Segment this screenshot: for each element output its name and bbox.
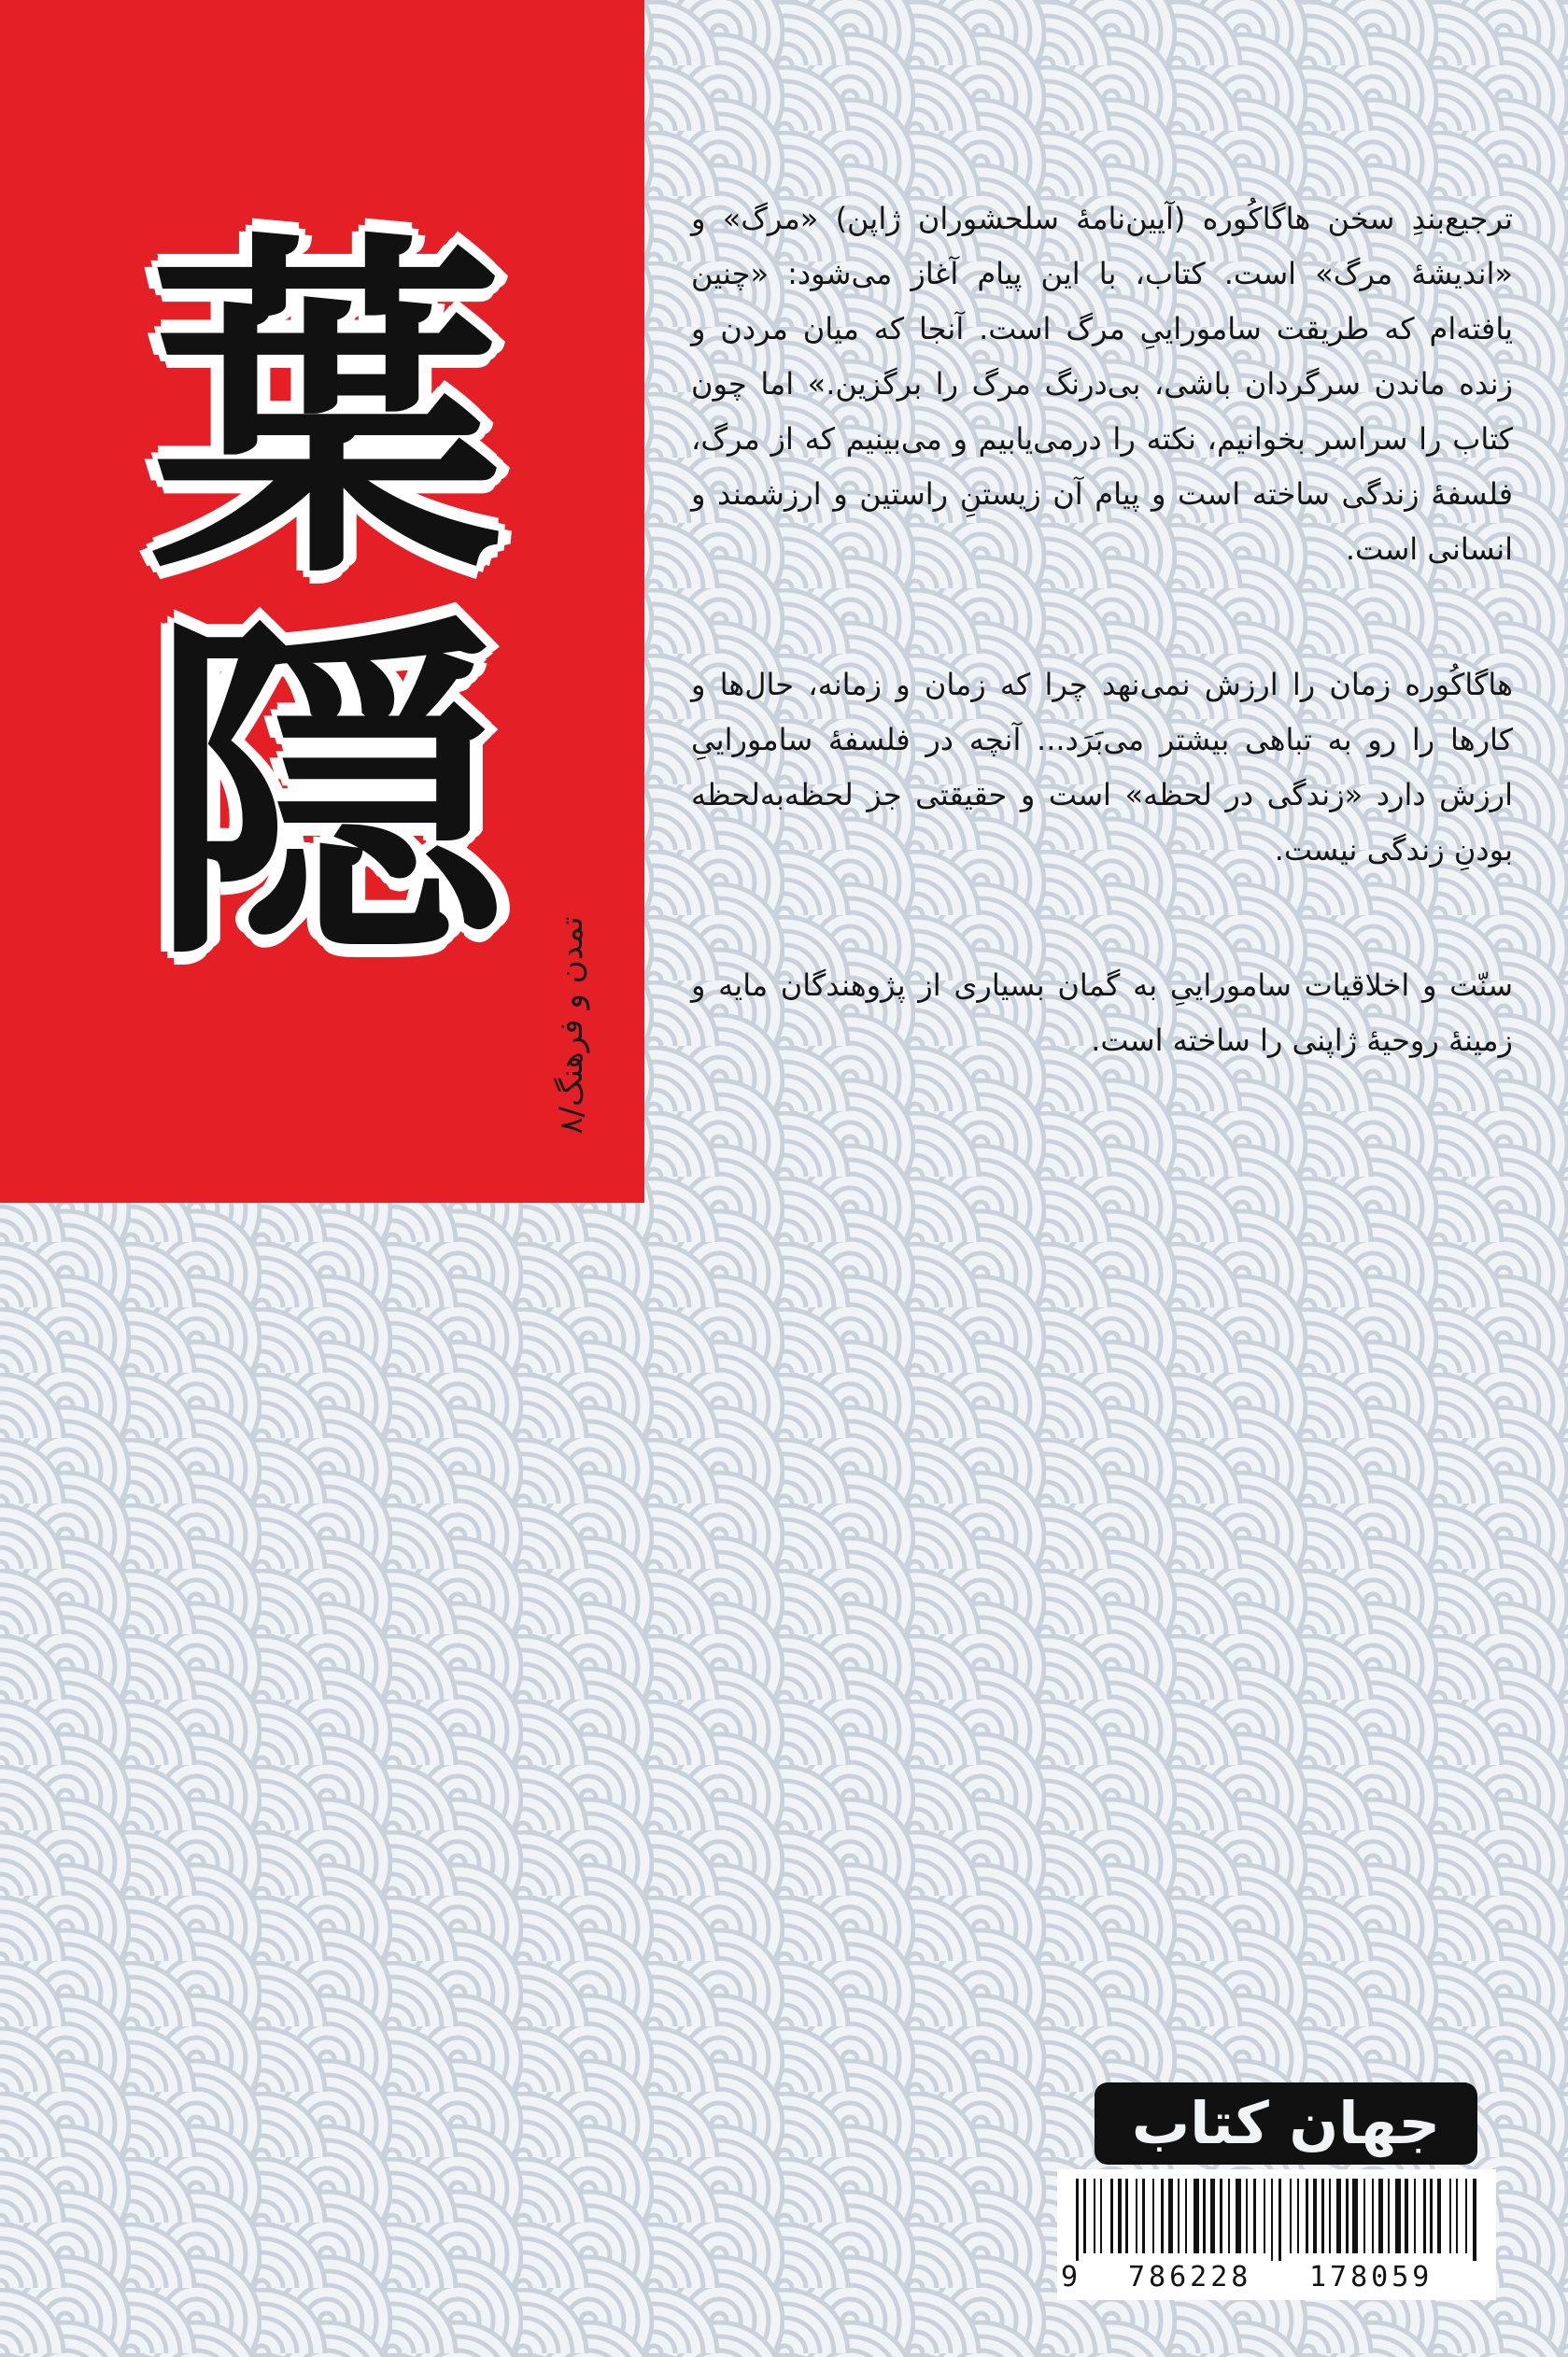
barcode-bar	[1437, 2179, 1441, 2253]
red-title-panel	[0, 0, 644, 1203]
barcode-bar	[1449, 2179, 1451, 2253]
barcode-bar	[1178, 2179, 1180, 2253]
barcode-bar	[1220, 2179, 1222, 2253]
barcode-bar	[1430, 2179, 1433, 2253]
barcode-bar	[1456, 2179, 1458, 2253]
barcode-bar	[1278, 2179, 1281, 2261]
barcode-bar	[1306, 2179, 1308, 2253]
description-paragraph: ترجیع‌بندِ سخن هاگاکُوره (آیین‌نامهٔ سلحشوران ژاپن) «مرگ» و «اندیشهٔ مرگ» است. کتاب، با این پیام آغاز می‌شود: «چنین یافته‌ام که طریقت ساموراییِ مرگ است. آنجا که میان مردن و زنده ماندن سرگردان باشی، بی‌درنگ مرگ را برگزین.» اما چون کتاب را سراسر بخوانیم، نکته را درمی‌یابیم و می‌بینیم که از مرگ، فلسفهٔ زندگی ساخته است و پیام آن زیستنِ راستین و ارزشمند و انسانی است.	[691, 201, 1513, 567]
barcode-digits-middle: 786228	[1128, 2261, 1252, 2293]
back-cover-description	[691, 191, 1513, 1068]
barcode-bar	[1395, 2179, 1401, 2253]
barcode-bar	[1346, 2179, 1349, 2253]
barcode-digits-last: 178059	[1309, 2261, 1434, 2293]
barcode-bar	[1152, 2179, 1154, 2253]
kanji-title-bottom: 隠	[149, 585, 504, 1002]
barcode-bar	[1290, 2179, 1292, 2253]
barcode-bar	[1264, 2179, 1265, 2253]
barcode-bar	[1321, 2179, 1324, 2253]
description-paragraph: سنّت و اخلاقیات ساموراییِ به گمان بسیاری از پژوهندگان مایه و زمینهٔ روحیهٔ ژاپنی را ساخته است.	[691, 967, 1513, 1058]
description-paragraph: هاگاکُوره زمان را ارزش نمی‌نهد چرا که زمان و زمانه، حال‌ها و کارها را رو به تباهی بیشتر می‌بَرَد... آنچه در فلسفهٔ ساموراییِ ارزش دارد «زندگی در لحظه» است و حقیقتی جز لحظه‌به‌لحظه بودنِ زندگی نیست.	[691, 667, 1513, 868]
barcode-bar	[1271, 2179, 1273, 2261]
barcode-bar	[1246, 2179, 1248, 2253]
barcode-bar	[1110, 2179, 1113, 2253]
barcode-bar	[1118, 2179, 1122, 2253]
barcode-bar	[1076, 2179, 1079, 2261]
barcode-bar	[1125, 2179, 1128, 2253]
barcode-bar	[1414, 2179, 1416, 2253]
barcode-bars	[1076, 2179, 1477, 2261]
barcode-bar	[1210, 2179, 1215, 2253]
barcode-bar	[1203, 2179, 1206, 2253]
barcode-bar	[1297, 2179, 1299, 2253]
barcode-bar	[1142, 2179, 1145, 2253]
barcode-bar	[1253, 2179, 1256, 2253]
barcode-digit-first: 9	[1061, 2261, 1082, 2293]
barcode-bar	[1136, 2179, 1137, 2253]
barcode-bar	[1161, 2179, 1164, 2253]
barcode-bar	[1423, 2179, 1426, 2253]
barcode-bar	[1378, 2179, 1383, 2253]
kanji-title-top: 葉	[149, 202, 504, 619]
publisher-logo: جهان کتاب	[1095, 2082, 1477, 2165]
barcode-bar	[1313, 2179, 1317, 2253]
barcode-bar	[1083, 2179, 1086, 2253]
series-label-text: تمدن و فرهنگ/۸	[553, 916, 590, 1135]
barcode-bar	[1363, 2179, 1365, 2253]
barcode-bar	[1405, 2179, 1408, 2253]
barcode-bar	[1465, 2179, 1467, 2253]
barcode-bar	[1329, 2179, 1331, 2253]
barcode-bar	[1372, 2179, 1374, 2253]
barcode-bar	[1100, 2179, 1102, 2253]
isbn-barcode	[1057, 2169, 1496, 2300]
barcode-bar	[1185, 2179, 1187, 2253]
barcode-bar	[1352, 2179, 1358, 2253]
barcode-bar	[1236, 2179, 1241, 2253]
barcode-bar	[1388, 2179, 1390, 2253]
barcode-bar	[1228, 2179, 1230, 2253]
barcode-bar	[1336, 2179, 1341, 2253]
barcode-bar	[1473, 2179, 1476, 2261]
barcode-bar	[1194, 2179, 1199, 2253]
barcode-bar	[1168, 2179, 1173, 2253]
barcode-bar	[1094, 2179, 1095, 2253]
